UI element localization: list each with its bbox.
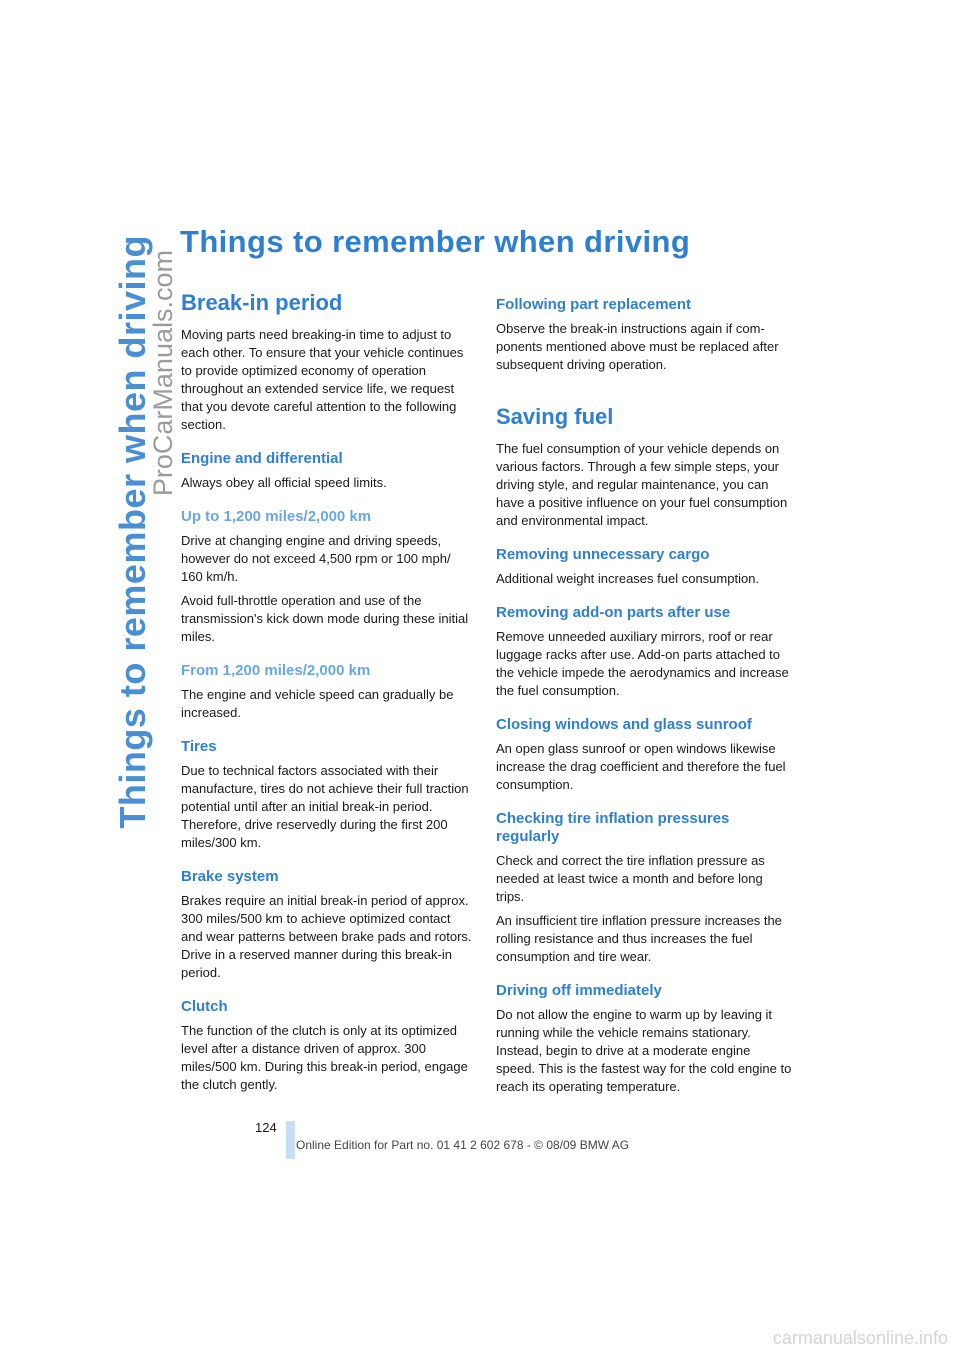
heading-tires: Tires xyxy=(181,738,217,755)
heading-following-part-replacement: Following part replacement xyxy=(496,296,692,313)
page-number: 124 xyxy=(255,1120,277,1135)
heading-closing-windows: Closing windows and glass sunroof xyxy=(496,716,752,733)
text-tire-pressure-b: An insufficient tire inflation pressure increases the rolling resistance and thus increases the fuel consumption and tire wear. xyxy=(496,913,782,964)
text-engine-differential: Always obey all official speed limits. xyxy=(181,475,387,490)
heading-driving-off: Driving off immediately xyxy=(496,982,662,999)
heading-clutch: Clutch xyxy=(181,998,228,1015)
text-removing-add-on: Remove unneeded auxiliary mirrors, roof or rear luggage racks after use. Add-on parts attached to the vehicle impede the aerodynamics and increase the fuel consumption. xyxy=(496,629,789,698)
heading-removing-add-on: Removing add-on parts after use xyxy=(496,604,731,621)
text-removing-cargo: Additional weight increases fuel consumption. xyxy=(496,571,760,586)
text-from-1200: The engine and vehicle speed can gradually be increased. xyxy=(181,687,454,720)
heading-saving-fuel: Saving fuel xyxy=(496,404,614,429)
section-closing-windows xyxy=(496,716,792,794)
heading-engine-differential: Engine and differential xyxy=(181,450,343,467)
section-from-1200 xyxy=(181,662,473,722)
section-following-part-replacement xyxy=(496,296,792,374)
heading-break-in-period: Break-in period xyxy=(181,290,343,315)
right-column xyxy=(496,296,792,1102)
left-column xyxy=(181,290,473,1100)
heading-up-to-1200: Up to 1,200 miles/2,000 km xyxy=(181,508,372,525)
heading-removing-cargo: Removing unnecessary cargo xyxy=(496,546,710,563)
page-title: Things to remember when driving xyxy=(180,224,691,259)
bottom-watermark: carmanualsonline.info xyxy=(772,1328,948,1348)
footer-accent-bar xyxy=(286,1121,295,1159)
heading-brake-system: Brake system xyxy=(181,868,279,885)
text-saving-fuel: The fuel consumption of your vehicle depends on various factors. Through a few simple steps, your driving style, and regular maintenance, you can have a positive influence on your fuel consumption and environmental impact. xyxy=(496,441,788,528)
section-engine-differential xyxy=(181,450,473,492)
text-closing-windows: An open glass sunroof or open windows likewise increase the drag coefficient and therefore the fuel consumption. xyxy=(496,741,786,792)
heading-from-1200: From 1,200 miles/2,000 km xyxy=(181,662,371,679)
vertical-watermark: ProCarManuals.com xyxy=(148,250,178,497)
section-tire-pressure xyxy=(496,810,792,966)
section-tires xyxy=(181,738,473,852)
section-driving-off xyxy=(496,982,792,1096)
section-removing-cargo xyxy=(496,546,792,588)
section-removing-add-on xyxy=(496,604,792,700)
text-brake-system: Brakes require an initial break-in period of approx. 300 miles/500 km to achieve optimized contact and wear patterns between brake pads and rotors. Drive in a reserved manner during this break-in period. xyxy=(181,893,472,980)
edition-note: Online Edition for Part no. 01 41 2 602 678 - © 08/09 BMW AG xyxy=(296,1138,630,1152)
side-chapter-title: Things to remember when driving xyxy=(112,235,153,829)
text-following-part-replacement: Observe the break-in instructions again if components mentioned above must be replaced after subsequent driving operation. xyxy=(496,321,779,372)
text-tire-pressure-a: Check and correct the tire inflation pressure as needed at least twice a month and before long trips. xyxy=(496,853,765,904)
heading-tire-pressure: Checking tire inflation pressures regularly xyxy=(496,810,730,845)
section-up-to-1200 xyxy=(181,508,473,646)
section-saving-fuel xyxy=(496,404,792,530)
text-break-in-period: Moving parts need breaking-in time to adjust to each other. To ensure that your vehicle continues to provide optimized economy of operation throughout an extended service life, we request that you devote careful attention to the following section. xyxy=(181,327,464,432)
section-clutch xyxy=(181,998,473,1094)
text-up-to-1200-a: Drive at changing engine and driving speeds, however do not exceed 4,500 rpm or 100 mph/ 160 km/h. xyxy=(181,533,451,584)
text-driving-off: Do not allow the engine to warm up by leaving it running while the vehicle remains stationary. Instead, begin to drive at a moderate engine speed. This is the fastest way for the cold engine to reach its operating temperature. xyxy=(496,1007,792,1094)
text-up-to-1200-b: Avoid full-throttle operation and use of the transmission's kick down mode during these initial miles. xyxy=(181,593,469,644)
section-brake-system xyxy=(181,868,473,982)
text-tires: Due to technical factors associated with their manufacture, tires do not achieve their full traction potential until after an initial break-in period. Therefore, drive reservedly during the first 200 miles/300 km. xyxy=(181,763,469,850)
text-clutch: The function of the clutch is only at its optimized level after a distance driven of approx. 300 miles/500 km. During this break-in period, engage the clutch gently. xyxy=(181,1023,468,1092)
section-break-in-period xyxy=(181,290,473,434)
